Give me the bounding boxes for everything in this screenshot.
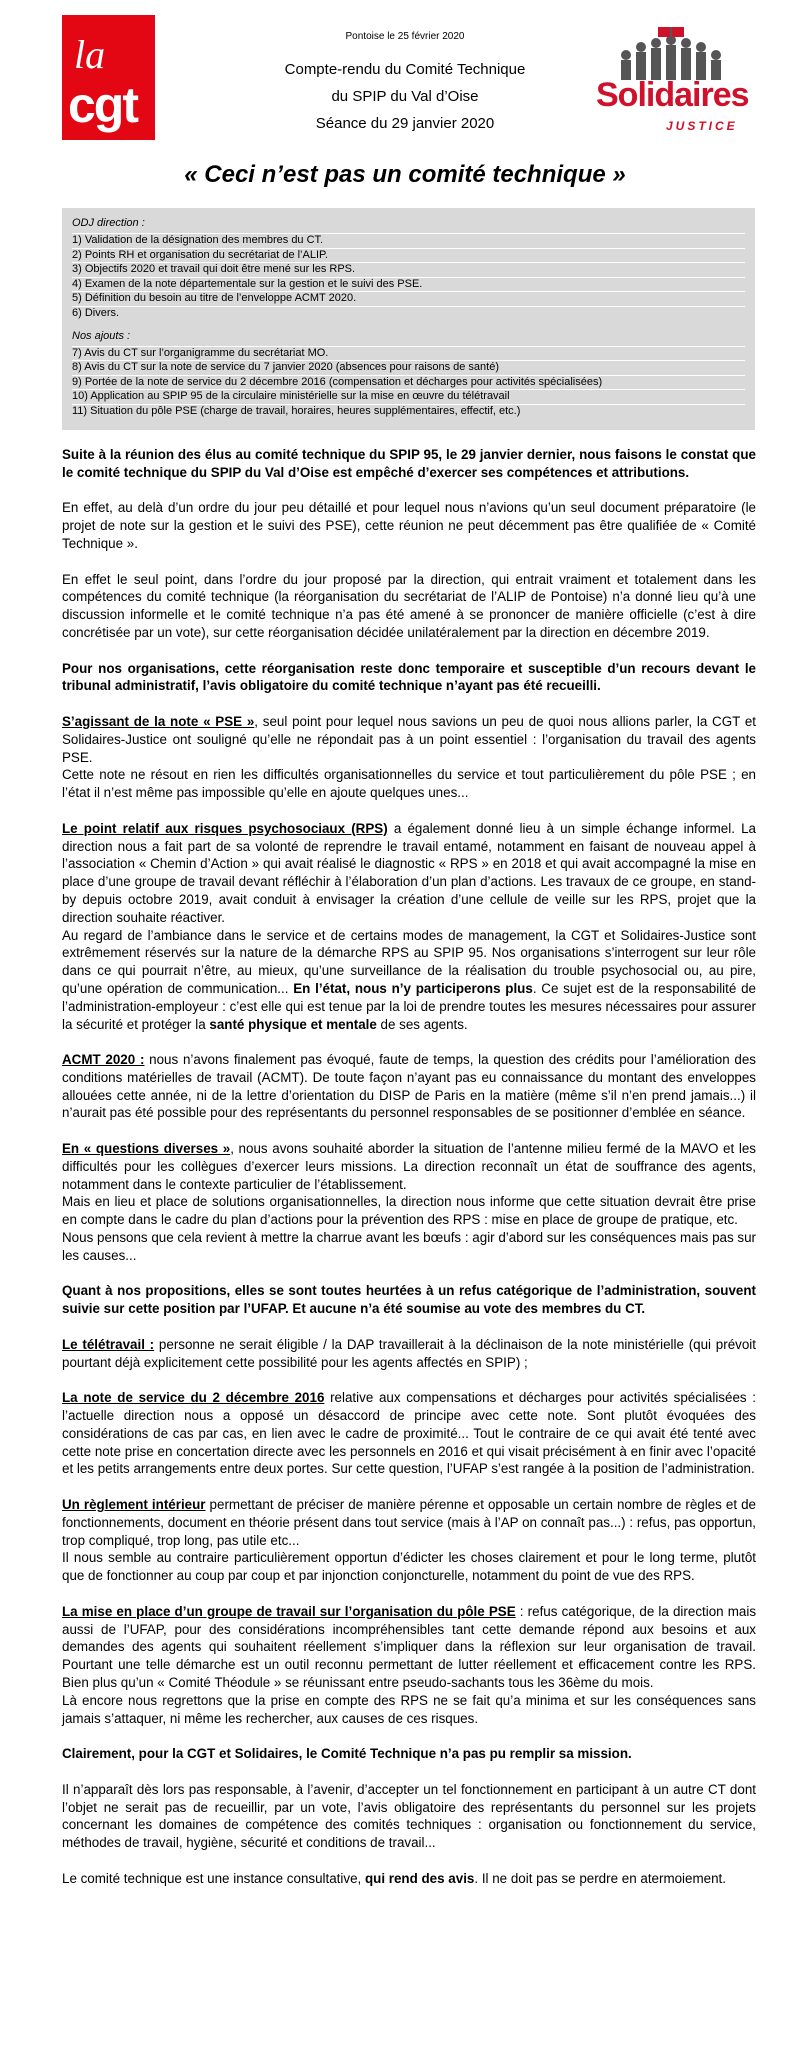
text-run: Au regard de l’ambiance dans le service et de certains modes de management, la CGT et Solidaires-Justice sont extrêmement réservés sur la nature de la démarche RPS au SPIP 95. Nos organisations s’interrogent sur leur rôle dans ce qui pourrait n’être, au mieux, qu’une surveillance de la réalisation du trouble psychosocial ou, au pire, qu’une opération de communication... [62, 927, 756, 996]
text-run: Là encore nous regrettons que la prise en compte des RPS ne se fait qu’a minima et sur les conséquences sans jamais s’attaquer, ni même les rechercher, aux causes de ces risques. [62, 1692, 756, 1726]
agenda-item: 4) Examen de la note départementale sur la gestion et le suivi des PSE. [72, 277, 745, 292]
agenda-item: 10) Application au SPIP 95 de la circulaire ministérielle sur la mise en œuvre du télétravail [72, 389, 745, 404]
text-run: a également donné lieu à un simple échange informel. La direction nous a fait part de sa volonté de reprendre le travail entamé, notamment en faisant de nouveau appel à l’association « Chemin d’Action » qui avait réalisé le diagnostic « RPS » en 2018 et qui avait accompagné la mise en place d’une groupe de travail devant réfléchir à l’élaboration d’un plan d’actions. Les travaux de ce groupe, en stand-by depuis octobre 2019, avait conduit à envisager la création d’une cellule de veille sur les RPS, projet que la direction souhaite réactiver. [62, 820, 757, 925]
paragraph: En effet, au delà d’un ordre du jour peu détaillé et pour lequel nous n’avions qu’un seul document préparatoire (le projet de note sur la gestion et le suivi des PSE), cette réunion ne peut décemment pas être qualifiée de « Comité Technique ». [62, 500, 756, 551]
text-run: Le comité technique est une instance consultative, [62, 1870, 365, 1886]
text-run: . Il ne doit pas se perdre en atermoiement. [474, 1870, 726, 1886]
text-run: Il nous semble au contraire particulièrement opportun d’édicter les choses clairement et pour le long terme, plutôt que de fonctionner au coup par coup et par injonction conjoncturelle, notamment du point de vue des RPS. [62, 1550, 756, 1584]
header [230, 30, 580, 137]
paragraph-pse [62, 713, 756, 802]
document-body [62, 446, 756, 1905]
document-date: Pontoise le 25 février 2020 [345, 31, 465, 42]
paragraph-bold: Pour nos organisations, cette réorganisation reste donc temporaire et susceptible d’un recours devant le tribunal administratif, l’avis obligatoire du comité technique n’ayant pas été recueilli. [62, 660, 756, 694]
paragraph-note-service [62, 1389, 756, 1478]
paragraph-bold: Quant à nos propositions, elles se sont toutes heurtées à un refus catégorique de l’administration, souvent suivie sur cette position par l’UFAP. Et aucune n’a été soumise au vote des membres du CT. [62, 1283, 756, 1317]
section-heading: En « questions diverses » [62, 1141, 231, 1157]
agenda-item: 5) Définition du besoin au titre de l’enveloppe ACMT 2020. [72, 291, 745, 306]
text-run: de ses agents. [376, 1016, 468, 1032]
paragraph-teletravail [62, 1336, 756, 1372]
cgt-logo-la: la [74, 32, 106, 77]
section-heading: Le point relatif aux risques psychosociaux (RPS) [62, 820, 388, 836]
text-run: permettant de préciser de manière pérenne et opposable un certain nombre de règles et de fonctionnements, document en théorie présent dans tout service (mais à l’AP on connaît pas...) : refus, pas opportun, trop compliqué, trop long, pas utile etc... [62, 1497, 756, 1548]
text-run: Mais en lieu et place de solutions organisationnelles, la direction nous informe que cette situation devrait être prise en compte dans le cadre du plan d’actions pour la prévention des RPS : mise en place de groupe de pratique, etc. [62, 1194, 756, 1228]
text-run-bold: En l’état, nous n’y participerons plus [293, 980, 533, 996]
agenda-item: 7) Avis du CT sur l’organigramme du secrétariat MO. [72, 346, 745, 361]
agenda-item: 11) Situation du pôle PSE (charge de travail, horaires, heures supplémentaires, effectif, etc.) [72, 404, 745, 419]
paragraph-intro: Suite à la réunion des élus au comité technique du SPIP 95, le 29 janvier dernier, nous faisons le constat que le comité technique du SPIP du Val d’Oise est empêché d’exercer ses compétences et attributions. [62, 447, 756, 480]
text-run: nous n’avons finalement pas évoqué, faute de temps, la question des crédits pour l’amélioration des conditions matérielles de travail (ACMT). De toute façon n’ayant pas eu connaissance du montant des enveloppes allouées cette année, ni de la lettre d’orientation du DISP de Paris en la matière (même s’il n’en prend jamais...) il n’aurait pas été possible pour des représentants du personnel responsables de se positionner d’emblée en séance. [62, 1052, 756, 1121]
solidaires-logo [596, 25, 749, 140]
text-run: , seul point pour lequel nous savions un peu de quoi nous allions parler, la CGT et Solidaires-Justice ont souligné qu’elle ne répondait pas à un point essentiel : l’organisation du travail des agents PSE. [62, 713, 756, 765]
text-run: . Ce sujet est de la responsabilité de l’administration-employeur : c’est elle qui est tenue par la loi de prendre toutes les mesures nécessaires pour assurer la sécurité et protéger la [62, 980, 756, 1032]
paragraph-reglement [62, 1496, 756, 1585]
text-run: , nous avons souhaité aborder la situation de l’antenne milieu fermé de la MAVO et les difficultés pour les collègues d’exercer leurs missions. La direction reconnaît un état de souffrance des agents, notamment dans le contexte particulier de l’établissement. [62, 1141, 756, 1192]
section-heading: Un règlement intérieur [62, 1497, 206, 1513]
text-run: Cette note ne résout en rien les difficultés organisationnelles du service et tout particulièrement du pôle PSE ; en l’état il n’est même pas impossible qu’elle en ajoute quelques unes... [62, 767, 756, 801]
header-title-line-3: Séance du 29 janvier 2020 [315, 115, 495, 132]
paragraph: En effet le seul point, dans l’ordre du jour proposé par la direction, qui entrait vraiment et totalement dans les compétences du comité technique (la réorganisation du secrétariat de l’ALIP de Pontoise) n’a donné lieu qu’à une discussion informelle et le comité technique n’a pas été amené à se prononcer de manière officielle (c’est à dire concrétisée par un vote), sur cette réorganisation décidée unilatéralement par la direction en décembre 2019. [62, 571, 756, 640]
text-run: : refus catégorique, de la direction mais aussi de l’UFAP, pour des considérations incompréhensibles tant cette demande répond aux besoins et aux demandes des agents qui souhaitent réellement s’impliquer dans la réflexion sur leur organisation de travail. Pourtant une telle démarche est un outil reconnu permettant de lutter réellement et efficacement contre les RPS. Bien plus qu’un « Comité Théodule » se réunissant entre pseudo-sachants tous les 36ème du mois. [62, 1603, 757, 1690]
main-title: « Ceci n’est pas un comité technique » [184, 161, 626, 188]
paragraph-acmt [62, 1051, 756, 1122]
agenda-item: 6) Divers. [72, 306, 745, 321]
paragraph-questions-diverses [62, 1140, 756, 1265]
agenda-direction-heading: ODJ direction : [72, 217, 145, 229]
agenda-ajouts-heading: Nos ajouts : [72, 329, 131, 342]
text-run: personne ne serait éligible / la DAP travaillerait à la déclinaison de la note ministérielle (qui prévoit pourtant déjà explicitement cette possibilité pour les agents affectés en SPIP) ; [62, 1336, 756, 1370]
cgt-logo [62, 15, 155, 140]
header-title-line-1: Compte-rendu du Comité Technique [284, 61, 526, 78]
agenda-item: 8) Avis du CT sur la note de service du 7 janvier 2020 (absences pour raisons de santé) [72, 360, 745, 375]
agenda-item: 2) Points RH et organisation du secrétariat de l’ALIP. [72, 248, 745, 263]
header-title-line-2: du SPIP du Val d’Oise [331, 88, 479, 105]
agenda-box [62, 208, 755, 430]
paragraph-conclusion [62, 1870, 756, 1888]
text-run-bold: qui rend des avis [364, 1870, 475, 1886]
text-run: relative aux compensations et décharges pour activités spécialisées : l’actuelle direction nous a opposé un désaccord de principe avec cette note. Sont plutôt évoquées des considérations de cas par cas, en lien avec le cadre de proximité... Tout le contraire de ce qui avait été tenté avec cette note prise en concertation directe avec les personnels en 2016 et qui visait précisément à en finir avec l’opacité et les petits arrangements entre deux portes. Sur cette question, l’UFAP s’est rangée à la position de l’administration. [62, 1390, 757, 1477]
cgt-logo-text: cgt [68, 77, 137, 133]
text-run: Nous pensons que cela revient à mettre la charrue avant les bœufs : agir d’abord sur les conséquences mais pas sur les causes... [62, 1230, 756, 1263]
text-run-bold: santé physique et mentale [209, 1016, 377, 1032]
section-heading: ACMT 2020 : [62, 1052, 145, 1068]
agenda-item: 1) Validation de la désignation des membres du CT. [72, 233, 745, 248]
paragraph-bold: Clairement, pour la CGT et Solidaires, le Comité Technique n’a pas pu remplir sa mission. [62, 1746, 632, 1762]
section-heading: La mise en place d’un groupe de travail sur l’organisation du pôle PSE [62, 1603, 516, 1619]
solidaires-logo-justice: JUSTICE [666, 119, 738, 133]
section-heading: La note de service du 2 décembre 2016 [62, 1390, 325, 1406]
solidaires-logo-word: Solidaires [596, 76, 749, 114]
paragraph-rps [62, 820, 756, 1034]
paragraph: Il n’apparaît dès lors pas responsable, à l’avenir, d’accepter un tel fonctionnement en participant à un autre CT dont l’objet ne serait pas de recueillir, par un vote, l’avis obligatoire des représentants du personnel sur les projets concernant les domaines de compétence des comités techniques : organisation ou fonctionnement du service, méthodes de travail, hygiène, sécurité et conditions de travail... [62, 1781, 756, 1851]
agenda-item: 3) Objectifs 2020 et travail qui doit être mené sur les RPS. [72, 262, 745, 277]
agenda-item: 9) Portée de la note de service du 2 décembre 2016 (compensation et décharges pour activités spécialisées) [72, 375, 745, 390]
paragraph-groupe-travail [62, 1603, 756, 1728]
section-heading: S’agissant de la note « PSE » [62, 713, 255, 729]
section-heading: Le télétravail : [62, 1336, 155, 1352]
